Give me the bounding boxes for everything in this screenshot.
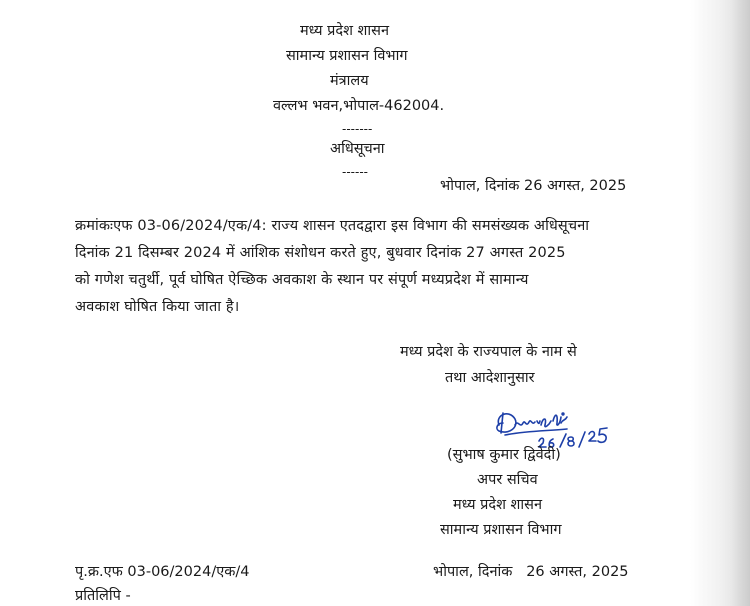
body-line-2: दिनांक 21 दिसम्बर 2024 में आंशिक संशोधन करते हुए, बुधवार दिनांक 27 अगस्त 2025 [75, 245, 566, 261]
header-department: सामान्य प्रशासन विभाग [286, 48, 408, 64]
signatory-designation: अपर सचिव [477, 472, 538, 488]
body-line-4: अवकाश घोषित किया जाता है। [75, 299, 240, 315]
page-edge-shadow [732, 0, 750, 606]
footer-date: भोपाल, दिनांक 26 अगस्त, 2025 [433, 564, 629, 580]
signatory-name: (सुभाष कुमार द्विवेदी) [447, 447, 561, 463]
document-title: अधिसूचना [330, 141, 385, 157]
header-government: मध्य प्रदेश शासन [300, 23, 390, 39]
signatory-government: मध्य प्रदेश शासन [453, 497, 543, 513]
footer-reference: पृ.क्र.एफ 03-06/2024/एक/4 [75, 564, 250, 580]
header-divider-top: ------- [342, 122, 373, 136]
signatory-department: सामान्य प्रशासन विभाग [440, 522, 562, 538]
body-line-1: क्रमांकःएफ 03-06/2024/एक/4: राज्य शासन एतदद्वारा इस विभाग की समसंख्यक अधिसूचना [75, 218, 590, 234]
header-ministry: मंत्रालय [330, 73, 369, 89]
authority-line-1: मध्य प्रदेश के राज्यपाल के नाम से [400, 344, 577, 360]
header-divider-bottom: ------ [342, 165, 368, 179]
header-address: वल्लभ भवन,भोपाल-462004. [273, 98, 445, 114]
footer-copy-label: प्रतिलिपि - [75, 588, 131, 604]
body-line-3: को गणेश चतुर्थी, पूर्व घोषित ऐच्छिक अवकाश के स्थान पर संपूर्ण मध्यप्रदेश में सामान्य [75, 272, 529, 288]
authority-line-2: तथा आदेशानुसार [445, 370, 535, 386]
notification-date: भोपाल, दिनांक 26 अगस्त, 2025 [440, 178, 627, 194]
